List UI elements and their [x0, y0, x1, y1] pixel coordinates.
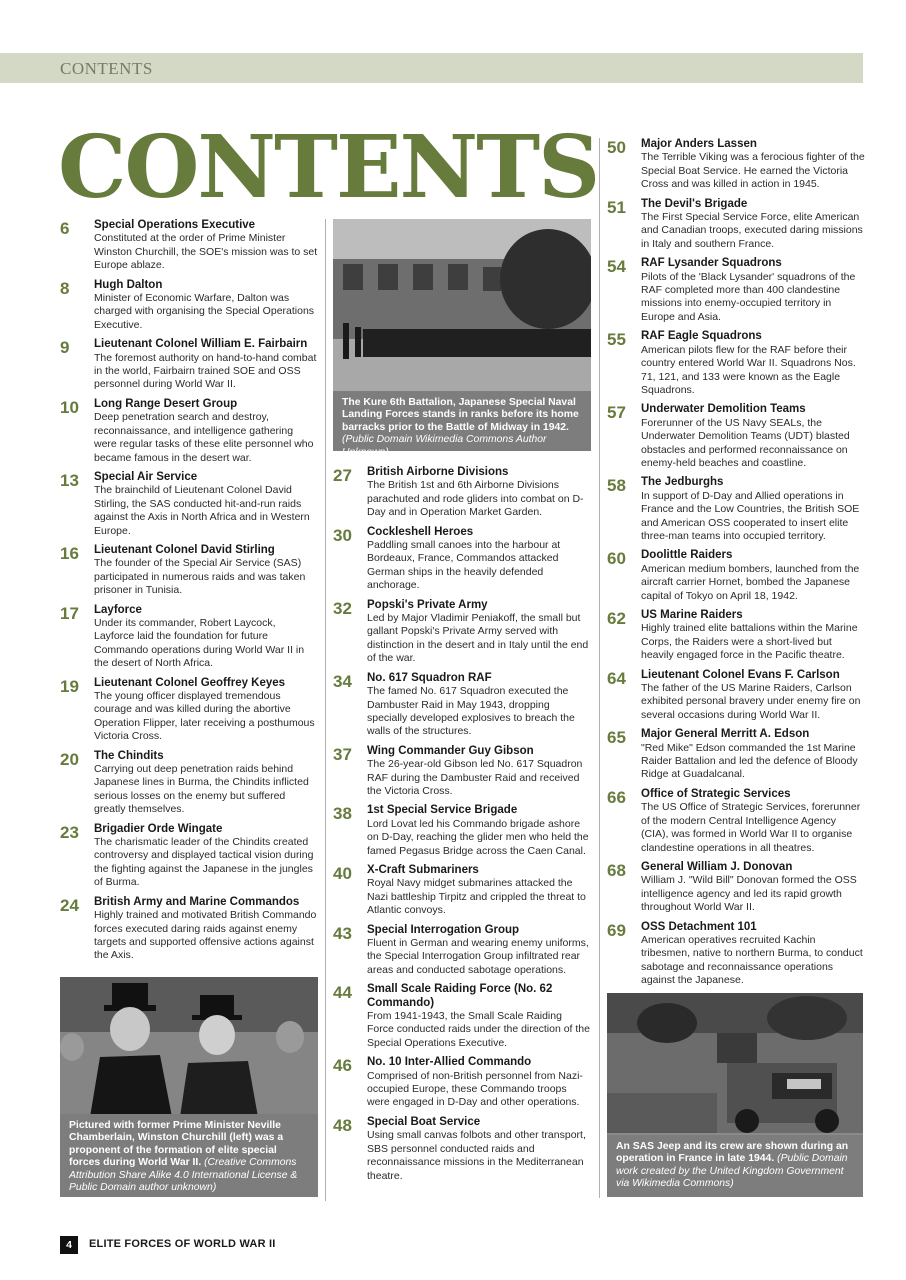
contents-entry[interactable]: [60, 677, 318, 744]
entry-title: No. 10 Inter-Allied Commando: [367, 1056, 532, 1069]
entry-description: Led by Major Vladimir Peniakoff, the small but gallant Popski's Private Army served with distinction in the desert and in Italy until the end of the war.: [367, 612, 589, 665]
entry-description: Fluent in German and wearing enemy uniforms, the Special Interrogation Group infiltrated rear areas and conducted sabotage operations.: [367, 937, 589, 976]
entry-description: American pilots flew for the RAF before their country entered World War II. Squadrons Nos. 71, 121, and 133 were known as the Eagle Squadrons.: [641, 343, 856, 396]
entry-title: Major General Merritt A. Edson: [641, 728, 810, 741]
entry-title: British Airborne Divisions: [367, 466, 509, 478]
section-header-band: [0, 53, 863, 83]
entry-title: RAF Eagle Squadrons: [641, 330, 762, 343]
contents-entry[interactable]: [333, 983, 591, 1050]
entry-description: Highly trained elite battalions within the Marine Corps, the Raiders were a short-lived but heavily engaged force in the Pacific theatre.: [641, 622, 858, 662]
page-number: 57: [607, 403, 626, 423]
page-number: 23: [60, 822, 79, 842]
entry-description: Lord Lovat led his Commando brigade ashore on D-Day, reaching the glider men who held the famed Pegasus Bridge across the Caen Canal.: [367, 817, 589, 857]
page-number: 34: [333, 671, 352, 691]
page-number: 55: [607, 330, 626, 350]
entry-title: OSS Detachment 101: [641, 920, 757, 933]
photo-kure-battalion: [333, 219, 591, 458]
entry-title: Wing Commander Guy Gibson: [367, 744, 534, 757]
caption-text: The Kure 6th Battalion, Japanese Special Naval Landing Forces stands in ranks before its home barracks prior to the Battle of Midway in 1942.: [342, 397, 579, 433]
contents-entry[interactable]: [607, 549, 865, 603]
entry-title: Hugh Dalton: [94, 278, 163, 291]
contents-entry[interactable]: [60, 750, 318, 817]
page-number: 46: [333, 1056, 352, 1076]
page-number: 64: [607, 668, 626, 688]
contents-entry[interactable]: [333, 466, 591, 520]
page-number: 8: [60, 278, 70, 298]
entry-description: The US Office of Strategic Services, forerunner of the modern Central Intelligence Agency (CIA), was formed in World War II to organise clandestine operations in all theatres.: [641, 801, 861, 854]
contents-entry[interactable]: [60, 279, 318, 333]
entry-title: Doolittle Raiders: [641, 549, 733, 562]
page-number: 58: [607, 476, 626, 496]
page-title: CONTENTS: [58, 117, 599, 218]
entry-description: The famed No. 617 Squadron executed the Dambuster Raid in May 1943, dropping specially developed explosives to breach the walls of the structures.: [367, 685, 575, 738]
page-number: 20: [60, 749, 79, 769]
photo-caption: [60, 1114, 318, 1197]
entry-title: Small Scale Raiding Force (No. 62 Commando): [367, 983, 553, 1009]
contents-entry[interactable]: [333, 1056, 591, 1110]
entry-title: US Marine Raiders: [641, 609, 743, 621]
contents-entry[interactable]: [607, 198, 865, 252]
entry-description: Forerunner of the US Navy SEALs, the Underwater Demolition Teams (UDT) blasted obstacles and performed reconnaissance on enemy-held beaches and coastline.: [641, 416, 850, 469]
page-number: 17: [60, 603, 79, 623]
caption-text: Pictured with former Prime Minister Neville Chamberlain, Winston Churchill (left) was a proponent of the formation of elite special forces during World War II.: [69, 1120, 284, 1169]
contents-entry[interactable]: [333, 672, 591, 739]
caption-credit: (Creative Commons Attribution Share Alike 4.0 International License & Public Domain author unknown): [69, 1157, 298, 1194]
sas-jeep-image: [607, 993, 863, 1133]
entry-description: Minister of Economic Warfare, Dalton was charged with organising the Special Operations Executive.: [94, 292, 315, 331]
photo-caption: [607, 1135, 863, 1197]
contents-entry[interactable]: [60, 471, 318, 538]
photo-sas-jeep: [607, 993, 863, 1197]
page-number: 60: [607, 549, 626, 569]
entry-title: Special Operations Executive: [94, 219, 256, 231]
entry-title: Major Anders Lassen: [641, 138, 757, 150]
page-number: 43: [333, 923, 352, 943]
entry-description: William J. "Wild Bill" Donovan formed the OSS intelligence agency and led its rapid growth throughout World War II.: [641, 874, 857, 914]
entry-description: The founder of the Special Air Service (SAS) participated in numerous raids and was taken prisoner in Tunisia.: [94, 557, 306, 597]
page-number: 6: [60, 219, 70, 238]
entry-title: No. 617 Squadron RAF: [367, 671, 492, 684]
contents-entry[interactable]: [333, 804, 591, 858]
entry-title: Lieutenant Colonel Geoffrey Keyes: [94, 676, 286, 689]
contents-entry[interactable]: [333, 1116, 591, 1183]
entry-description: The brainchild of Lieutenant Colonel David Stirling, the SAS conducted hit-and-run raids against the Axis in North Africa and in Western Europe.: [94, 484, 310, 537]
entry-description: Under its commander, Robert Laycock, Layforce laid the foundation for future Commando operations during World War II in the desert of North Africa.: [94, 616, 305, 670]
page-number: 27: [333, 466, 352, 485]
entry-title: Cockleshell Heroes: [367, 525, 474, 538]
entry-title: Special Air Service: [94, 470, 198, 483]
contents-entry[interactable]: [607, 257, 865, 324]
contents-entry[interactable]: [607, 921, 865, 988]
contents-entry[interactable]: [60, 896, 318, 963]
page-number: 24: [60, 895, 79, 915]
page-number: 19: [60, 676, 79, 696]
entry-title: Lieutenant Colonel Evans F. Carlson: [641, 668, 840, 681]
entry-description: The young officer displayed tremendous courage and was killed during the abortive Operation Flipper, later receiving a posthumous Victoria Cross.: [94, 690, 315, 743]
entry-description: Royal Navy midget submarines attacked the Nazi battleship Tirpitz and crippled the threat to Atlantic convoys.: [367, 877, 586, 917]
contents-entry[interactable]: [607, 669, 865, 723]
entry-title: Layforce: [94, 603, 142, 616]
contents-column-1: [60, 219, 318, 969]
entry-title: Office of Strategic Services: [641, 787, 791, 800]
page-number: 51: [607, 197, 626, 217]
column-divider: [599, 138, 600, 1198]
entry-description: Pilots of the 'Black Lysander' squadrons of the RAF completed more than 400 clandestine missions into enemy-occupied territory in Europe and Asia.: [641, 270, 856, 323]
entry-description: The charismatic leader of the Chindits created controversy and displayed tactical vision during the fighting against the Japanese in the jungles of Burma.: [94, 836, 314, 889]
contents-entry[interactable]: [607, 476, 865, 543]
entry-description: Comprised of non-British personnel from Nazi-occupied Europe, these Commando troops were engaged in D-Day and other operations.: [367, 1069, 583, 1109]
contents-entry[interactable]: [333, 864, 591, 918]
page-number: 69: [607, 920, 626, 940]
page-number: 32: [333, 598, 352, 618]
page-number: 68: [607, 860, 626, 880]
column-divider: [325, 219, 326, 1201]
entry-description: The father of the US Marine Raiders, Carlson exhibited personal bravery under enemy fire on several occasions during World War II.: [641, 682, 861, 721]
entry-description: The British 1st and 6th Airborne Divisions parachuted and rode gliders into combat on D-Day and in Operation Market Garden.: [367, 479, 584, 519]
contents-entry[interactable]: [60, 604, 318, 671]
entry-title: The Jedburghs: [641, 476, 724, 489]
entry-description: American operatives recruited Kachin tribesmen, native to northern Burma, to conduct sabotage and reconnaissance operations against the Japanese.: [641, 933, 863, 987]
entry-description: Using small canvas folbots and other transport, SBS personnel conducted raids and reconnaissance missions in the Mediterranean theatre.: [367, 1129, 586, 1182]
contents-entry[interactable]: [607, 138, 865, 192]
entry-title: The Chindits: [94, 749, 164, 762]
page-number: 30: [333, 525, 352, 545]
entry-title: The Devil's Brigade: [641, 197, 748, 210]
page-number: 40: [333, 863, 352, 883]
entry-title: Brigadier Orde Wingate: [94, 822, 223, 835]
page-number: 66: [607, 787, 626, 807]
entry-description: The Terrible Viking was a ferocious fighter of the Special Boat Service. He earned the Victoria Cross and was killed in action in 1945.: [641, 151, 865, 191]
entry-title: General William J. Donovan: [641, 860, 793, 873]
entry-title: Special Boat Service: [367, 1115, 481, 1128]
contents-entry[interactable]: [333, 924, 591, 978]
page-number: 13: [60, 470, 79, 490]
contents-entry[interactable]: [333, 599, 591, 666]
entry-description: American medium bombers, launched from the aircraft carrier Hornet, bombed the Japanese capital of Tokyo on April 18, 1942.: [641, 562, 860, 602]
entry-description: Deep penetration search and destroy, reconnaissance, and intelligence gathering were regular tasks of these elite personnel who became famous in the desert war.: [94, 411, 314, 464]
entry-description: Constituted at the order of Prime Minister Winston Churchill, the SOE's mission was to set Europe ablaze.: [94, 232, 318, 272]
entry-description: Carrying out deep penetration raids behind Japanese lines in Burma, the Chindits inflicted serious losses on the enemy but suffered greatly themselves.: [94, 763, 309, 816]
entry-description: Highly trained and motivated British Commando forces executed daring raids against enemy targets and supported offensive actions against the Axis.: [94, 909, 317, 962]
page-number: 65: [607, 728, 626, 748]
entry-description: The 26-year-old Gibson led No. 617 Squadron RAF during the Dambuster Raid and received the Victoria Cross.: [367, 758, 583, 797]
entry-title: Special Interrogation Group: [367, 923, 520, 936]
churchill-image: [60, 977, 318, 1117]
entry-description: The First Special Service Force, elite American and Canadian troops, executed daring missions in Italy and southern France.: [641, 211, 863, 250]
entry-description: From 1941-1943, the Small Scale Raiding Force conducted raids under the direction of the Special Operations Executive.: [367, 1010, 590, 1049]
photo-churchill: [60, 977, 318, 1197]
entry-title: Lieutenant Colonel David Stirling: [94, 543, 275, 556]
page-number: 10: [60, 397, 79, 417]
page-number: 44: [333, 983, 352, 1003]
entry-title: RAF Lysander Squadrons: [641, 257, 782, 270]
contents-entry[interactable]: [607, 861, 865, 915]
contents-entry[interactable]: [60, 544, 318, 598]
page-number: 50: [607, 138, 626, 157]
publication-title: ELITE FORCES OF WORLD WAR II: [89, 1238, 276, 1250]
page-number: 48: [333, 1115, 352, 1135]
contents-entry[interactable]: [60, 823, 318, 890]
entry-description: Paddling small canoes into the harbour at Bordeaux, France, Commandos attacked German ships in the heavily defended anchorage.: [367, 539, 561, 592]
page-number: 37: [333, 744, 352, 764]
contents-entry[interactable]: [607, 403, 865, 470]
contents-column-3: [607, 138, 865, 994]
contents-entry[interactable]: [60, 219, 318, 273]
page-number: 54: [607, 257, 626, 277]
contents-entry[interactable]: [60, 338, 318, 392]
page-number: 16: [60, 543, 79, 563]
entry-description: In support of D-Day and Allied operations in France and the Low Countries, the British SOE and American OSS cooperated to insert elite three-man teams into occupied territory.: [641, 489, 860, 542]
contents-entry[interactable]: [607, 330, 865, 397]
caption-credit: (Public Domain Wikimedia Commons Author Unknown): [342, 434, 547, 458]
caption-credit: (Public Domain work created by the United Kingdom Government via Wikimedia Commons): [616, 1153, 848, 1190]
entry-title: Popski's Private Army: [367, 598, 488, 611]
contents-entry[interactable]: [333, 745, 591, 799]
page-number: 38: [333, 804, 352, 824]
contents-entry[interactable]: [333, 526, 591, 593]
contents-entry[interactable]: [607, 728, 865, 782]
entry-title: 1st Special Service Brigade: [367, 804, 518, 817]
section-label: CONTENTS: [60, 59, 153, 78]
caption-text: An SAS Jeep and its crew are shown during an operation in France in late 1944.: [616, 1141, 849, 1165]
contents-entry[interactable]: [607, 609, 865, 663]
page-number: 9: [60, 338, 70, 358]
page-number: 62: [607, 609, 626, 628]
page-number-badge: 4: [60, 1236, 78, 1254]
entry-title: Underwater Demolition Teams: [641, 403, 806, 416]
entry-title: X-Craft Submariners: [367, 863, 479, 876]
contents-entry[interactable]: [60, 398, 318, 465]
contents-entry[interactable]: [607, 788, 865, 855]
photo-caption: [333, 391, 591, 458]
entry-description: The foremost authority on hand-to-hand combat in the world, Fairbairn trained SOE and OSS personnel during World War II.: [94, 351, 317, 391]
contents-column-2: [333, 466, 591, 1189]
entry-title: Long Range Desert Group: [94, 397, 238, 410]
entry-title: Lieutenant Colonel William E. Fairbairn: [94, 338, 308, 351]
entry-title: British Army and Marine Commandos: [94, 895, 300, 908]
kure-battalion-image: [333, 219, 591, 391]
entry-description: "Red Mike" Edson commanded the 1st Marine Raider Battalion and led the defence of Bloody Ridge at Guadalcanal.: [641, 741, 858, 781]
